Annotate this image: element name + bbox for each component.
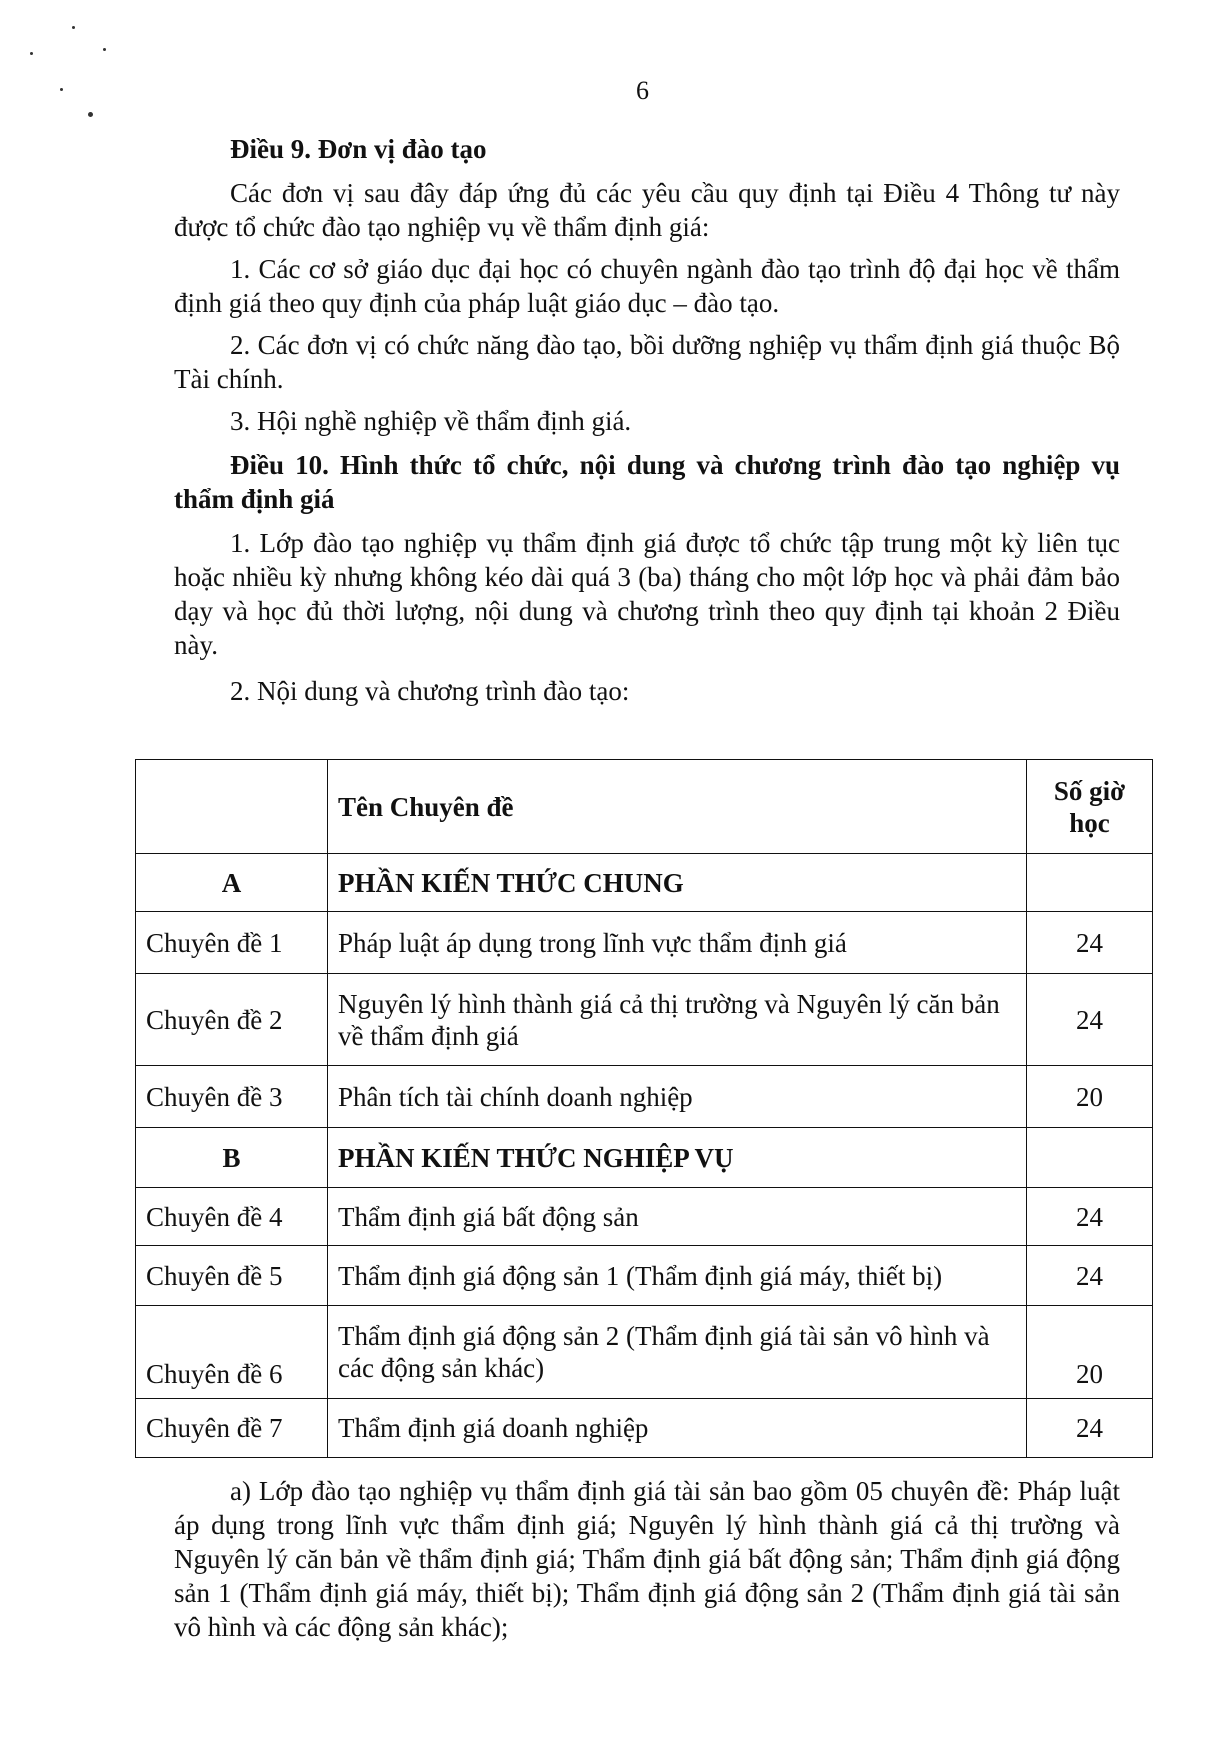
section-hours	[1027, 1128, 1153, 1188]
training-program-table	[135, 759, 1153, 1458]
topic-code: Chuyên đề 2	[136, 974, 328, 1066]
table-row	[136, 1306, 1153, 1399]
topic-hours: 20	[1027, 1306, 1153, 1399]
topic-hours: 24	[1027, 1188, 1153, 1246]
topic-code: Chuyên đề 5	[136, 1246, 328, 1306]
topic-name: Thẩm định giá động sản 2 (Thẩm định giá tài sản vô hình và các động sản khác)	[328, 1306, 1027, 1399]
header-topic-name: Tên Chuyên đề	[328, 760, 1027, 854]
section-name: PHẦN KIẾN THỨC NGHIỆP VỤ	[328, 1128, 1027, 1188]
article-9-item-3: 3. Hội nghề nghiệp về thẩm định giá.	[230, 406, 632, 436]
topic-name: Pháp luật áp dụng trong lĩnh vực thẩm định giá	[328, 912, 1027, 974]
page-number: 6	[636, 76, 649, 105]
scan-speck	[88, 112, 93, 117]
table-row-section	[136, 854, 1153, 912]
article-9-intro: Các đơn vị sau đây đáp ứng đủ các yêu cầu quy định tại Điều 4 Thông tư này được tổ chức đào tạo nghiệp vụ về thẩm định giá:	[174, 178, 1120, 242]
article-10-item-1: 1. Lớp đào tạo nghiệp vụ thẩm định giá được tổ chức tập trung một kỳ liên tục hoặc nhiều kỳ nhưng không kéo dài quá 3 (ba) tháng cho một lớp học và phải đảm bảo dạy và học đủ thời lượng, nội dung và chương trình theo quy định tại khoản 2 Điều này.	[174, 528, 1120, 660]
table-row	[136, 1066, 1153, 1128]
article-10-item-2: 2. Nội dung và chương trình đào tạo:	[230, 676, 630, 706]
topic-hours: 24	[1027, 974, 1153, 1066]
note-a-block	[174, 1474, 1120, 1644]
table-header-row	[136, 760, 1153, 854]
section-name: PHẦN KIẾN THỨC CHUNG	[328, 854, 1027, 912]
header-hours: Số giờ học	[1027, 760, 1153, 854]
table-row	[136, 974, 1153, 1066]
article-9-heading: Điều 9. Đơn vị đào tạo	[230, 134, 487, 164]
topic-name: Thẩm định giá doanh nghiệp	[328, 1399, 1027, 1458]
article-9	[174, 132, 1120, 708]
section-hours	[1027, 854, 1153, 912]
topic-code: Chuyên đề 1	[136, 912, 328, 974]
scan-speck	[103, 48, 106, 51]
note-a: a) Lớp đào tạo nghiệp vụ thẩm định giá tài sản bao gồm 05 chuyên đề: Pháp luật áp dụng trong lĩnh vực thẩm định giá; Nguyên lý hình thành giá cả thị trường và Nguyên lý căn bản về thẩm định giá; Thẩm định giá bất động sản; Thẩm định giá động sản 1 (Thẩm định giá máy, thiết bị); Thẩm định giá động sản 2 (Thẩm định giá tài sản vô hình và các động sản khác);	[174, 1476, 1120, 1642]
scan-speck	[60, 88, 63, 91]
table-row	[136, 1188, 1153, 1246]
article-9-item-2: 2. Các đơn vị có chức năng đào tạo, bồi dưỡng nghiệp vụ thẩm định giá thuộc Bộ Tài chính.	[174, 330, 1120, 394]
article-9-item-1: 1. Các cơ sở giáo dục đại học có chuyên ngành đào tạo trình độ đại học về thẩm định giá theo quy định của pháp luật giáo dục – đào tạo.	[174, 254, 1120, 318]
topic-code: Chuyên đề 4	[136, 1188, 328, 1246]
scan-speck	[30, 52, 33, 55]
topic-name: Thẩm định giá bất động sản	[328, 1188, 1027, 1246]
table-row	[136, 1399, 1153, 1458]
topic-hours: 24	[1027, 1246, 1153, 1306]
table-row	[136, 912, 1153, 974]
topic-hours: 20	[1027, 1066, 1153, 1128]
topic-name: Phân tích tài chính doanh nghiệp	[328, 1066, 1027, 1128]
scan-speck	[72, 26, 75, 29]
topic-code: Chuyên đề 3	[136, 1066, 328, 1128]
section-code: B	[136, 1128, 328, 1188]
header-code	[136, 760, 328, 854]
topic-code: Chuyên đề 7	[136, 1399, 328, 1458]
table-row	[136, 1246, 1153, 1306]
article-10-heading: Điều 10. Hình thức tổ chức, nội dung và chương trình đào tạo nghiệp vụ thẩm định giá	[174, 450, 1120, 514]
topic-hours: 24	[1027, 912, 1153, 974]
topic-code: Chuyên đề 6	[136, 1306, 328, 1399]
topic-name: Nguyên lý hình thành giá cả thị trường và Nguyên lý căn bản về thẩm định giá	[328, 974, 1027, 1066]
topic-hours: 24	[1027, 1399, 1153, 1458]
section-code: A	[136, 854, 328, 912]
table-row-section	[136, 1128, 1153, 1188]
topic-name: Thẩm định giá động sản 1 (Thẩm định giá máy, thiết bị)	[328, 1246, 1027, 1306]
